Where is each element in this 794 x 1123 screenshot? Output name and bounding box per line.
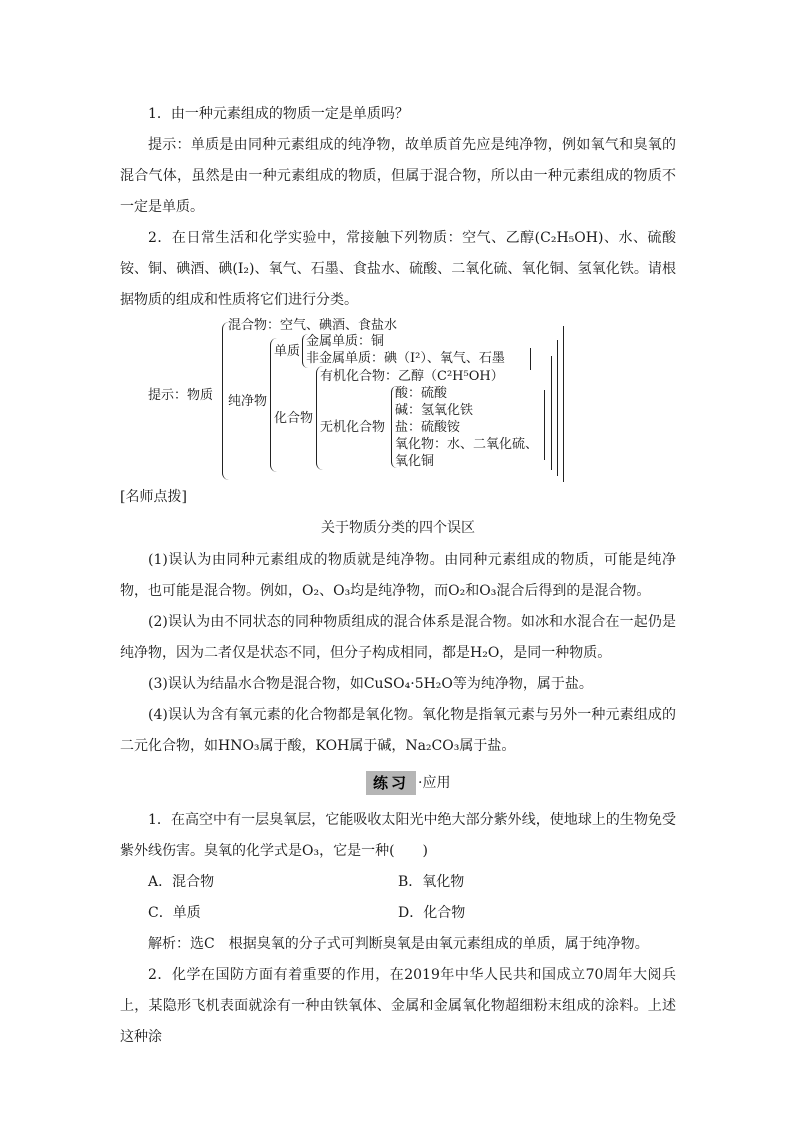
tree-nonmetal: 非金属单质：碘（I²）、氧气、石墨 <box>306 351 505 366</box>
tree-metal: 金属单质：铜 <box>306 334 385 349</box>
misconception-1: (1)误认为由同种元素组成的物质就是纯净物。由同种元素组成的物质，可能是纯净物，也可能是混合物。例如，O₂、O₃均是纯净物，而O₂和O₃混合后得到的是混合物。 <box>120 552 676 599</box>
tree-oxide-cont: 氧化铜 <box>395 454 435 469</box>
practice-question-2: 2．化学在国防方面有着重要的作用，在2019年中华人民共和国成立70周年大阅兵上，某隐形飞机表面就涂有一种由铁氧体、金属和金属氧化物超细粉末组成的涂料。上述这种涂 <box>120 967 676 1045</box>
tree-salt: 盐：硫酸铵 <box>395 420 461 435</box>
teacher-tips-title: 关于物质分类的四个误区 <box>321 520 475 536</box>
practice-question-1: 1．在高空中有一层臭氧层，它能吸收太阳光中绝大部分紫外线，使地球上的生物免受紫外线伤害。臭氧的化学式是O₃，它是一种( ) <box>120 812 676 859</box>
tree-close-bar <box>551 356 552 470</box>
practice-badge: 练习 <box>366 771 416 795</box>
misconception-3: (3)误认为结晶水合物是混合物，如CuSO₄·5H₂O等为纯净物，属于盐。 <box>148 676 593 692</box>
option-b: B．氧化物 <box>398 874 465 890</box>
tree-acid: 酸：硫酸 <box>395 386 448 401</box>
practice-suffix: ·应用 <box>418 775 451 791</box>
option-a: A．混合物 <box>148 874 215 890</box>
tree-organic: 有机化合物：乙醇（C²H⁵OH） <box>320 369 504 384</box>
tree-compound: 化合物 <box>274 411 314 426</box>
tree-oxide: 氧化物：水、二氧化硫、 <box>395 437 539 452</box>
option-c: C．单质 <box>148 905 201 921</box>
option-d: D．化合物 <box>398 905 466 921</box>
tree-pure-substance: 纯净物 <box>228 394 268 409</box>
tree-inorganic: 无机化合物 <box>320 420 386 435</box>
tree-mixture: 混合物：空气、碘酒、食盐水 <box>228 318 398 333</box>
tree-close-bar <box>557 340 558 476</box>
tree-root-label: 提示：物质 <box>148 388 214 403</box>
misconception-4: (4)误认为含有氧元素的化合物都是氧化物。氧化物是指氧元素与另外一种元素组成的二元化合物，如HNO₃属于酸，KOH属于碱，Na₂CO₃属于盐。 <box>120 707 676 754</box>
tree-close-bar <box>544 390 545 460</box>
question-1-title: 1．由一种元素组成的物质一定是单质吗？ <box>148 106 409 122</box>
question-1-hint: 提示：单质是由同种元素组成的纯净物，故单质首先应是纯净物，例如氧气和臭氧的混合气体，虽然是由一种元素组成的物质，但属于混合物，所以由一种元素组成的物质不一定是单质。 <box>120 137 676 215</box>
misconception-2: (2)误认为由不同状态的同种物质组成的混合体系是混合物。如冰和水混合在一起仍是纯净物，因为二者仅是状态不同，但分子构成相同，都是H₂O，是同一种物质。 <box>120 614 676 661</box>
practice-1-analysis: 解析：选C 根据臭氧的分子式可判断臭氧是由氧元素组成的单质，属于纯净物。 <box>148 936 649 952</box>
tree-close-bar <box>530 348 531 370</box>
tree-element: 单质 <box>274 344 301 359</box>
question-2-intro: 2．在日常生活和化学实验中，常接触下列物质：空气、乙醇(C₂H₅OH)、水、硫酸铵、铜、碘酒、碘(I₂)、氧气、石墨、食盐水、硫酸、二氧化硫、氧化铜、氢氧化铁。请根据物质的组成和性质将它们进行分类。 <box>120 230 676 308</box>
teacher-tips-label: [名师点拨] <box>120 489 187 505</box>
tree-close-bar <box>563 326 564 482</box>
tree-base: 碱：氢氧化铁 <box>395 403 474 418</box>
